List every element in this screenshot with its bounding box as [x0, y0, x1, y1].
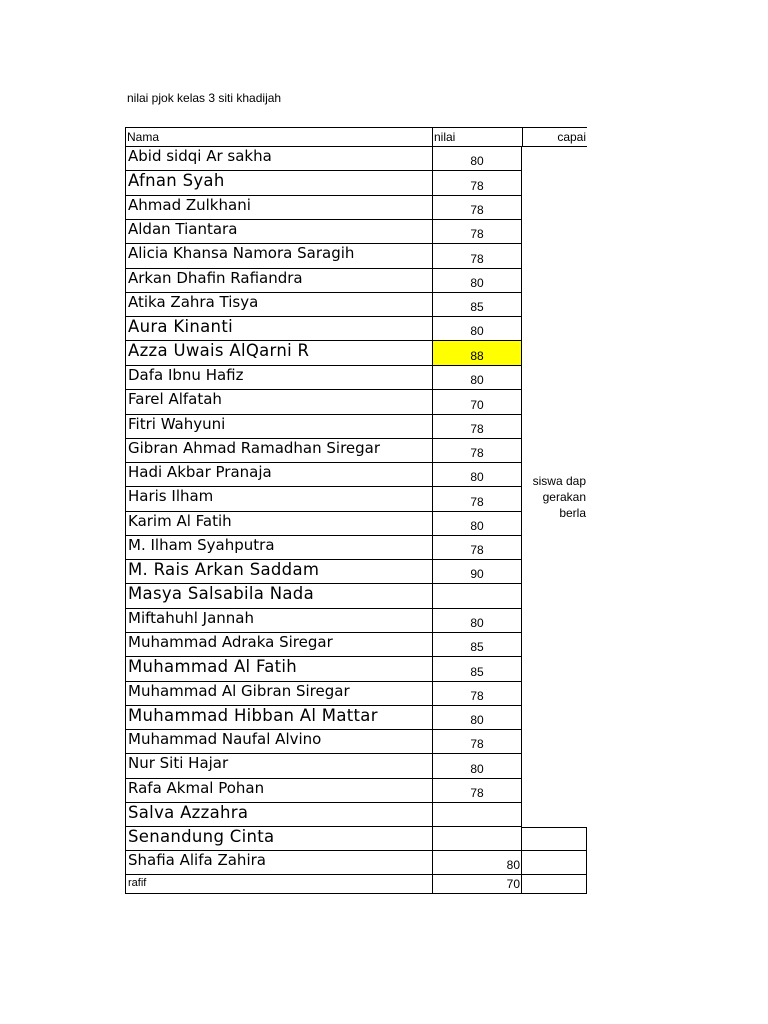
student-name[interactable]: Rafa Akmal Pohan	[125, 779, 432, 803]
student-score[interactable]: 78	[432, 196, 522, 220]
student-name[interactable]: Arkan Dhafin Rafiandra	[125, 269, 432, 293]
student-score[interactable]: 85	[432, 657, 522, 682]
capaian-note-line: gerakan	[542, 490, 586, 504]
student-score[interactable]: 78	[432, 439, 522, 463]
student-score[interactable]: 80	[432, 512, 522, 536]
student-name[interactable]: Gibran Ahmad Ramadhan Siregar	[125, 439, 432, 463]
student-score[interactable]	[432, 584, 522, 609]
student-score[interactable]: 78	[432, 779, 522, 803]
student-name[interactable]: Karim Al Fatih	[125, 512, 432, 536]
student-name[interactable]: Afnan Syah	[125, 171, 432, 196]
student-name[interactable]: Dafa Ibnu Hafiz	[125, 366, 432, 390]
student-score[interactable]: 85	[432, 293, 522, 317]
sheet-title: nilai pjok kelas 3 siti khadijah	[127, 91, 282, 105]
header-nilai[interactable]: nilai	[432, 127, 522, 147]
student-score[interactable]: 80	[432, 851, 522, 875]
student-score[interactable]: 90	[432, 560, 522, 584]
student-name[interactable]: Shafia Alifa Zahira	[125, 851, 432, 875]
student-score[interactable]: 88	[432, 341, 522, 366]
student-name[interactable]: rafif	[125, 875, 432, 894]
student-name[interactable]: Masya Salsabila Nada	[125, 584, 432, 609]
student-name[interactable]: Fitri Wahyuni	[125, 415, 432, 439]
student-name[interactable]: Farel Alfatah	[125, 390, 432, 415]
student-score[interactable]: 70	[432, 390, 522, 415]
student-name[interactable]: Muhammad Naufal Alvino	[125, 730, 432, 754]
student-name[interactable]: Haris Ilham	[125, 487, 432, 512]
capaian-cell[interactable]	[522, 827, 587, 851]
student-score[interactable]: 85	[432, 633, 522, 657]
student-score[interactable]: 80	[432, 609, 522, 633]
student-name[interactable]: M. Ilham Syahputra	[125, 536, 432, 560]
student-score[interactable]: 78	[432, 244, 522, 269]
student-name[interactable]: M. Rais Arkan Saddam	[125, 560, 432, 584]
student-score[interactable]: 80	[432, 706, 522, 730]
student-name[interactable]: Senandung Cinta	[125, 827, 432, 851]
header-nama[interactable]: Nama	[125, 127, 432, 147]
student-score[interactable]: 78	[432, 415, 522, 439]
student-name[interactable]: Nur Siti Hajar	[125, 754, 432, 779]
capaian-cell[interactable]	[522, 875, 587, 894]
student-name[interactable]: Atika Zahra Tisya	[125, 293, 432, 317]
student-score[interactable]: 78	[432, 730, 522, 754]
student-score[interactable]: 80	[432, 317, 522, 341]
grade-table	[125, 127, 587, 894]
student-score[interactable]: 80	[432, 463, 522, 487]
student-score[interactable]	[432, 827, 522, 851]
capaian-merged-cell[interactable]	[522, 147, 587, 827]
student-score[interactable]: 80	[432, 269, 522, 293]
student-name[interactable]: Hadi Akbar Pranaja	[125, 463, 432, 487]
student-score[interactable]: 80	[432, 366, 522, 390]
student-name[interactable]: Muhammad Hibban Al Mattar	[125, 706, 432, 730]
student-score[interactable]: 78	[432, 682, 522, 706]
capaian-cell[interactable]	[522, 851, 587, 875]
student-name[interactable]: Salva Azzahra	[125, 803, 432, 827]
student-score[interactable]: 78	[432, 171, 522, 196]
student-name[interactable]: Muhammad Al Gibran Siregar	[125, 682, 432, 706]
student-score[interactable]: 78	[432, 487, 522, 512]
student-name[interactable]: Abid sidqi Ar sakha	[125, 147, 432, 171]
student-score[interactable]: 80	[432, 754, 522, 779]
student-score[interactable]: 78	[432, 220, 522, 244]
capaian-note-line: berla	[559, 506, 586, 520]
student-name[interactable]: Azza Uwais AlQarni R	[125, 341, 432, 366]
student-score[interactable]	[432, 803, 522, 827]
header-capaian[interactable]: capai	[522, 127, 587, 147]
student-score[interactable]: 80	[432, 147, 522, 171]
student-score[interactable]: 78	[432, 536, 522, 560]
student-name[interactable]: Muhammad Adraka Siregar	[125, 633, 432, 657]
student-score[interactable]: 70	[432, 875, 522, 894]
student-name[interactable]: Miftahuhl Jannah	[125, 609, 432, 633]
student-name[interactable]: Alicia Khansa Namora Saragih	[125, 244, 432, 269]
capaian-note-line: siswa dap	[532, 474, 586, 488]
student-name[interactable]: Muhammad Al Fatih	[125, 657, 432, 682]
student-name[interactable]: Aldan Tiantara	[125, 220, 432, 244]
student-name[interactable]: Aura Kinanti	[125, 317, 432, 341]
student-name[interactable]: Ahmad Zulkhani	[125, 196, 432, 220]
